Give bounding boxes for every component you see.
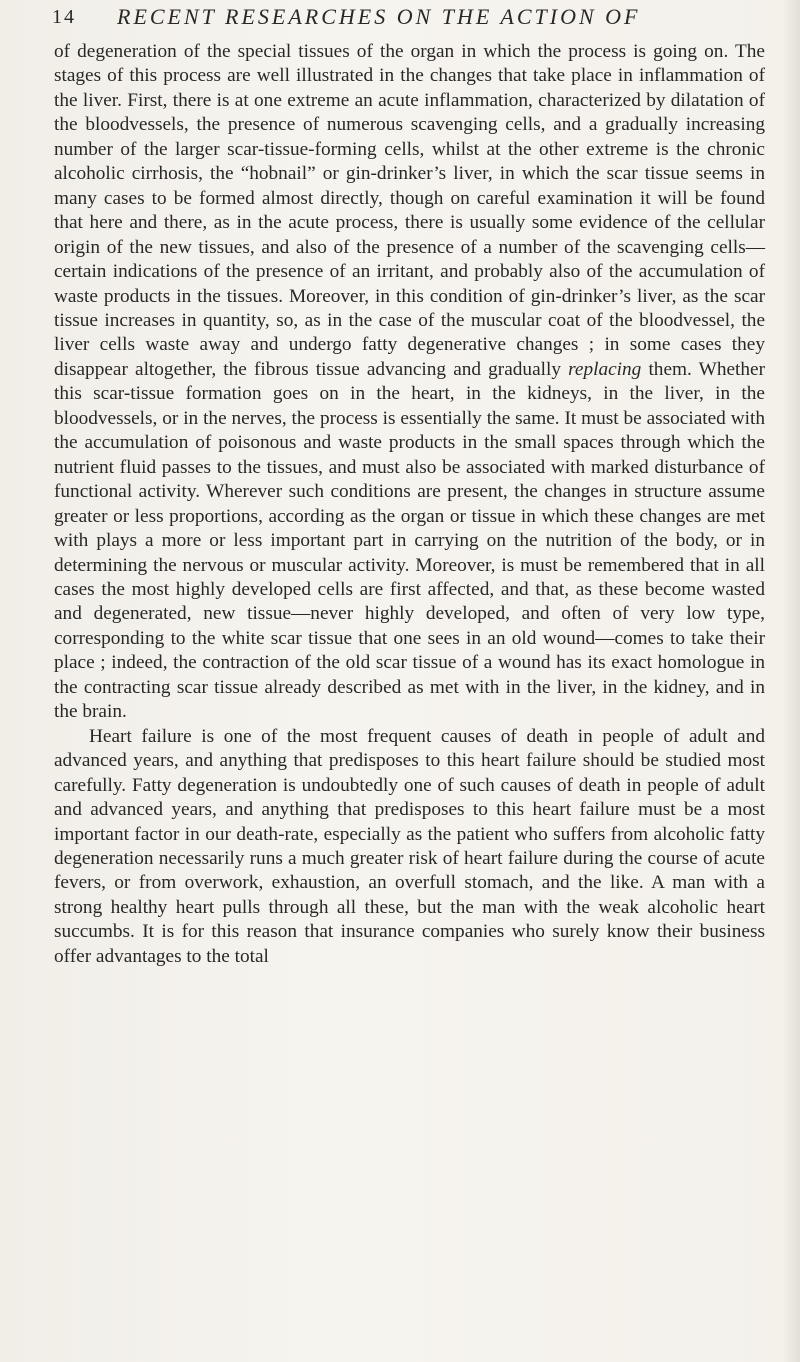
- page-header: [52, 2, 772, 32]
- paragraph-1-part-2: them. Whether this scar-tissue formation goes on in the heart, in the kidneys, in the liver, in the bloodvessels, or in the nerves, the process is essentially the same. It must be associated with the accumulation of poisonous and waste products in the small spaces through which the nutrient fluid passes to the tissues, and must also be associated with marked disturbance of functional activity. Wherever such conditions are present, the changes in structure assume greater or less proportions, according as the organ or tissue in which these changes are met with plays a more or less important part in carrying on the nutrition of the body, or in determining the nervous or muscular activity. Moreover, is must be remembered that in all cases the most highly developed cells are first affected, and that, as these become wasted and degenerated, new tissue—never highly developed, and often of very low type, corresponding to the white scar tissue that one sees in an old wound—comes to take their place ; indeed, the contraction of the old scar tissue of a wound has its exact homologue in the contracting scar tissue already described as met with in the liver, in the kidney, and in the brain.: [54, 358, 765, 723]
- paragraph-1: [54, 40, 765, 725]
- page-number: 14: [52, 6, 76, 28]
- page-edge-shadow: [782, 0, 800, 1362]
- running-title: RECENT RESEARCHES ON THE ACTION OF: [117, 4, 641, 29]
- body-text: [54, 40, 765, 969]
- emphasized-word-replacing: replacing: [568, 358, 642, 380]
- paragraph-2: Heart failure is one of the most frequent causes of death in people of adult and advanced years, and anything that predisposes to this heart failure should be studied most carefully. Fatty degeneration is undoubtedly one of such causes of death in people of adult and advanced years, and anything that predisposes to this heart failure must be a most important factor in our death-rate, especially as the patient who suffers from alcoholic fatty degeneration necessarily runs a much greater risk of heart failure during the course of acute fevers, or from overwork, exhaustion, an overfull stomach, and the like. A man with a strong healthy heart pulls through all these, but the man with the weak alcoholic heart succumbs. It is for this reason that insurance companies who surely know their business offer advantages to the total: [54, 725, 765, 967]
- paragraph-1-part-1: of degeneration of the special tissues of the organ in which the process is going on. The stages of this process are well illustrated in the changes that take place in inflammation of the liver. First, there is at one extreme an acute inflammation, characterized by dilatation of the bloodvessels, the presence of numerous scavenging cells, and a gradually increasing number of the larger scar-tissue-forming cells, whilst at the other extreme is the chronic alcoholic cirrhosis, the “hobnail” or gin-drinker’s liver, in which the scar tissue seems in many cases to be formed almost directly, though on careful examination it will be found that here and there, as in the acute process, there is usually some evidence of the cellular origin of the new tissues, and also of the presence of a number of the scavenging cells—certain indications of the presence of an irritant, and probably also of the accumulation of waste products in the tissues. Moreover, in this condition of gin-drinker’s liver, as the scar tissue increases in quantity, so, as in the case of the muscular coat of the bloodvessel, the liver cells waste away and undergo fatty degenerative changes ; in some cases they disappear altogether, the fibrous tissue advancing and gradually: [54, 41, 765, 380]
